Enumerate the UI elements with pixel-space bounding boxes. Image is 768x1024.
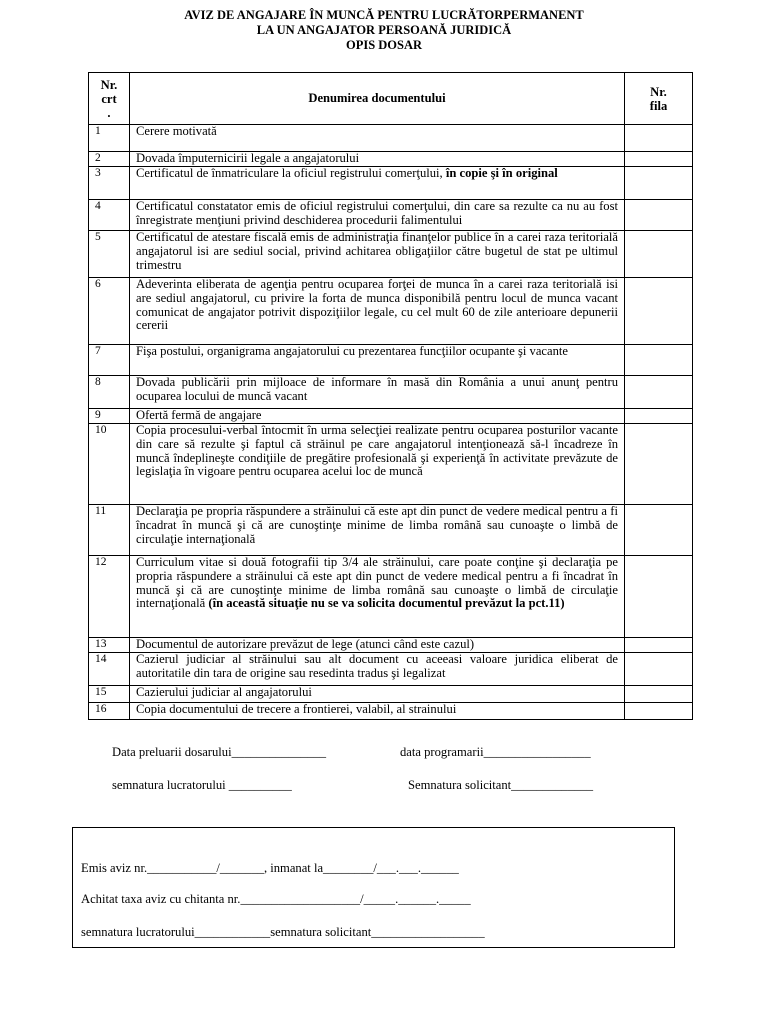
row-number: 7 — [89, 345, 130, 376]
document-name-text: Adeverinta eliberata de agenţia pentru ocuparea forţei de munca în a carei raza teritorială isi are sediul angajatorul, cu privire la forta de munca disponibilă pentru locul de munca vacant comunicat de angajator potrivit dispoziţiilor legale, cu cel mult 60 de zile anterioare depunerii cererii — [136, 277, 618, 333]
row-number: 14 — [89, 653, 130, 686]
table-row — [89, 125, 693, 152]
document-name-cell — [130, 638, 625, 653]
data-preluarii-field[interactable]: Data preluarii dosarului_______________ — [112, 745, 327, 759]
fila-number-cell[interactable] — [625, 167, 693, 200]
fila-number-cell[interactable] — [625, 556, 693, 638]
table-row — [89, 376, 693, 409]
document-name-text: Dovada publicării prin mijloace de informare în masă din România a unui anunţ pentru ocuparea locului de muncă vacant — [136, 375, 618, 403]
emis-aviz-line[interactable]: Emis aviz nr.___________/_______, inmanat la________/___.___.______ — [81, 861, 459, 875]
row-number: 13 — [89, 638, 130, 653]
row-number: 10 — [89, 424, 130, 505]
fila-number-cell[interactable] — [625, 125, 693, 152]
document-name-text: Fişa postului, organigrama angajatorului cu prezentarea funcţiilor ocupante şi vacante — [136, 344, 568, 358]
row-number: 9 — [89, 409, 130, 424]
table-row — [89, 505, 693, 556]
fila-number-cell[interactable] — [625, 152, 693, 167]
row-number: 6 — [89, 278, 130, 345]
document-name-text: Cazierului judiciar al angajatorului — [136, 685, 312, 699]
document-name-text: Cazierul judiciar al străinului sau alt document cu aceeasi valoare juridica eliberat de autoritatile din tara de origine sau resedinta tradus şi legalizat — [136, 652, 618, 680]
table-row — [89, 231, 693, 278]
fila-number-cell[interactable] — [625, 505, 693, 556]
document-name-text: Dovada împuternicirii legale a angajatorului — [136, 151, 360, 165]
row-number: 1 — [89, 125, 130, 152]
document-name-cell — [130, 167, 625, 200]
document-title — [0, 8, 768, 53]
fila-number-cell[interactable] — [625, 703, 693, 720]
document-name-text: Copia procesului-verbal întocmit în urma selecţiei realizate pentru ocuparea posturilor vacante din care să rezulte şi faptul că străinul pe care angajatorul intenţionează să-l încadreze în muncă îndeplineşte condiţiile de pregătire profesională şi experienţă în activitate prevăzute de legislaţia în vigoare pentru ocuparea acelui loc de muncă — [136, 423, 618, 479]
document-name-cell — [130, 345, 625, 376]
box-signatures-line[interactable]: semnatura lucratorului____________semnatura solicitant__________________ — [81, 925, 485, 939]
fila-number-cell[interactable] — [625, 686, 693, 703]
document-name-cell — [130, 231, 625, 278]
row-number: 5 — [89, 231, 130, 278]
fila-number-cell[interactable] — [625, 409, 693, 424]
document-name-cell — [130, 686, 625, 703]
document-name-text: Certificatul constatator emis de oficiul registrului comerţului, din care sa rezulte ca nu au fost înregistrate menţiuni privind deschiderea procedurii falimentului — [136, 199, 618, 227]
row-number: 16 — [89, 703, 130, 720]
document-name-text: Ofertă fermă de angajare — [136, 408, 262, 422]
document-name-cell — [130, 376, 625, 409]
fila-number-cell[interactable] — [625, 653, 693, 686]
fila-number-cell[interactable] — [625, 638, 693, 653]
document-name-cell — [130, 200, 625, 231]
fila-number-cell[interactable] — [625, 278, 693, 345]
col-header-nr-crt: Nr. crt . — [89, 73, 130, 125]
table-row — [89, 653, 693, 686]
achitat-taxa-line[interactable]: Achitat taxa aviz cu chitanta nr.___________________/_____.______._____ — [81, 892, 471, 906]
title-line-2: LA UN ANGAJATOR PERSOANĂ JURIDICĂ — [256, 23, 512, 37]
documents-table — [88, 72, 693, 720]
document-name-cell — [130, 278, 625, 345]
document-name-emphasis: în copie şi în original — [445, 166, 558, 180]
document-name-cell — [130, 152, 625, 167]
table-header-row — [89, 73, 693, 125]
row-number: 12 — [89, 556, 130, 638]
document-name-emphasis: (în această situaţie nu se va solicita documentul prevăzut la pct.11) — [208, 596, 565, 611]
table-row — [89, 278, 693, 345]
aviz-issue-box — [72, 827, 675, 948]
row-number: 2 — [89, 152, 130, 167]
semnatura-lucratorului-field[interactable]: semnatura lucratorului __________ — [112, 778, 292, 792]
row-number: 15 — [89, 686, 130, 703]
col-header-document-name: Denumirea documentului — [130, 73, 625, 125]
title-line-1: AVIZ DE ANGAJARE ÎN MUNCĂ PENTRU LUCRĂTORPERMANENT — [184, 8, 584, 22]
row-number: 3 — [89, 167, 130, 200]
table-row — [89, 345, 693, 376]
document-name-cell — [130, 556, 625, 638]
table-row — [89, 686, 693, 703]
table-row — [89, 556, 693, 638]
row-number: 8 — [89, 376, 130, 409]
document-name-text: Copia documentului de trecere a frontierei, valabil, al strainului — [136, 702, 457, 716]
document-name-cell — [130, 409, 625, 424]
document-name-text: Curriculum vitae si două fotografii tip 3/4 ale străinului, care poate conţine şi declaraţia pe propria răspundere a străinului că este apt din punct de vedere medical pentru a fi încadrat în muncă şi că are cunoştinţe minime de limba română sau cunoaşte o limbă de circulaţie internaţională — [136, 555, 618, 611]
document-name-text: Certificatul de înmatriculare la oficiul registrului comerţului, — [136, 166, 446, 180]
document-name-text: Cerere motivată — [136, 124, 217, 138]
semnatura-solicitant-field[interactable]: Semnatura solicitant_____________ — [408, 778, 594, 792]
document-name-cell — [130, 424, 625, 505]
document-name-cell — [130, 505, 625, 556]
col-header-nr-fila: Nr. fila — [625, 73, 693, 125]
fila-number-cell[interactable] — [625, 376, 693, 409]
table-row — [89, 409, 693, 424]
table-row — [89, 703, 693, 720]
row-number: 4 — [89, 200, 130, 231]
table-row — [89, 167, 693, 200]
document-name-text: Documentul de autorizare prevăzut de lege (atunci când este cazul) — [136, 637, 475, 651]
fila-number-cell[interactable] — [625, 231, 693, 278]
document-name-text: Certificatul de atestare fiscală emis de administraţia finanţelor publice în a carei raza teritorială angajatorul isi are sediul social, privind achitarea obligaţiilor către bugetul de stat pe ultimul trimestru — [136, 230, 618, 272]
title-line-3: OPIS DOSAR — [345, 38, 423, 52]
document-name-text: Declaraţia pe propria răspundere a străinului că este apt din punct de vedere medical pentru a fi încadrat în muncă şi că are cunoştinţe minime de limba română sau cunoaşte o limbă de circulaţie internaţională — [136, 504, 618, 546]
document-name-cell — [130, 703, 625, 720]
table-row — [89, 152, 693, 167]
table-row — [89, 200, 693, 231]
row-number: 11 — [89, 505, 130, 556]
document-name-cell — [130, 653, 625, 686]
table-body — [89, 125, 693, 720]
document-name-cell — [130, 125, 625, 152]
fila-number-cell[interactable] — [625, 424, 693, 505]
fila-number-cell[interactable] — [625, 200, 693, 231]
table-row — [89, 424, 693, 505]
table-row — [89, 638, 693, 653]
data-programarii-field[interactable]: data programarii_________________ — [400, 745, 591, 759]
fila-number-cell[interactable] — [625, 345, 693, 376]
